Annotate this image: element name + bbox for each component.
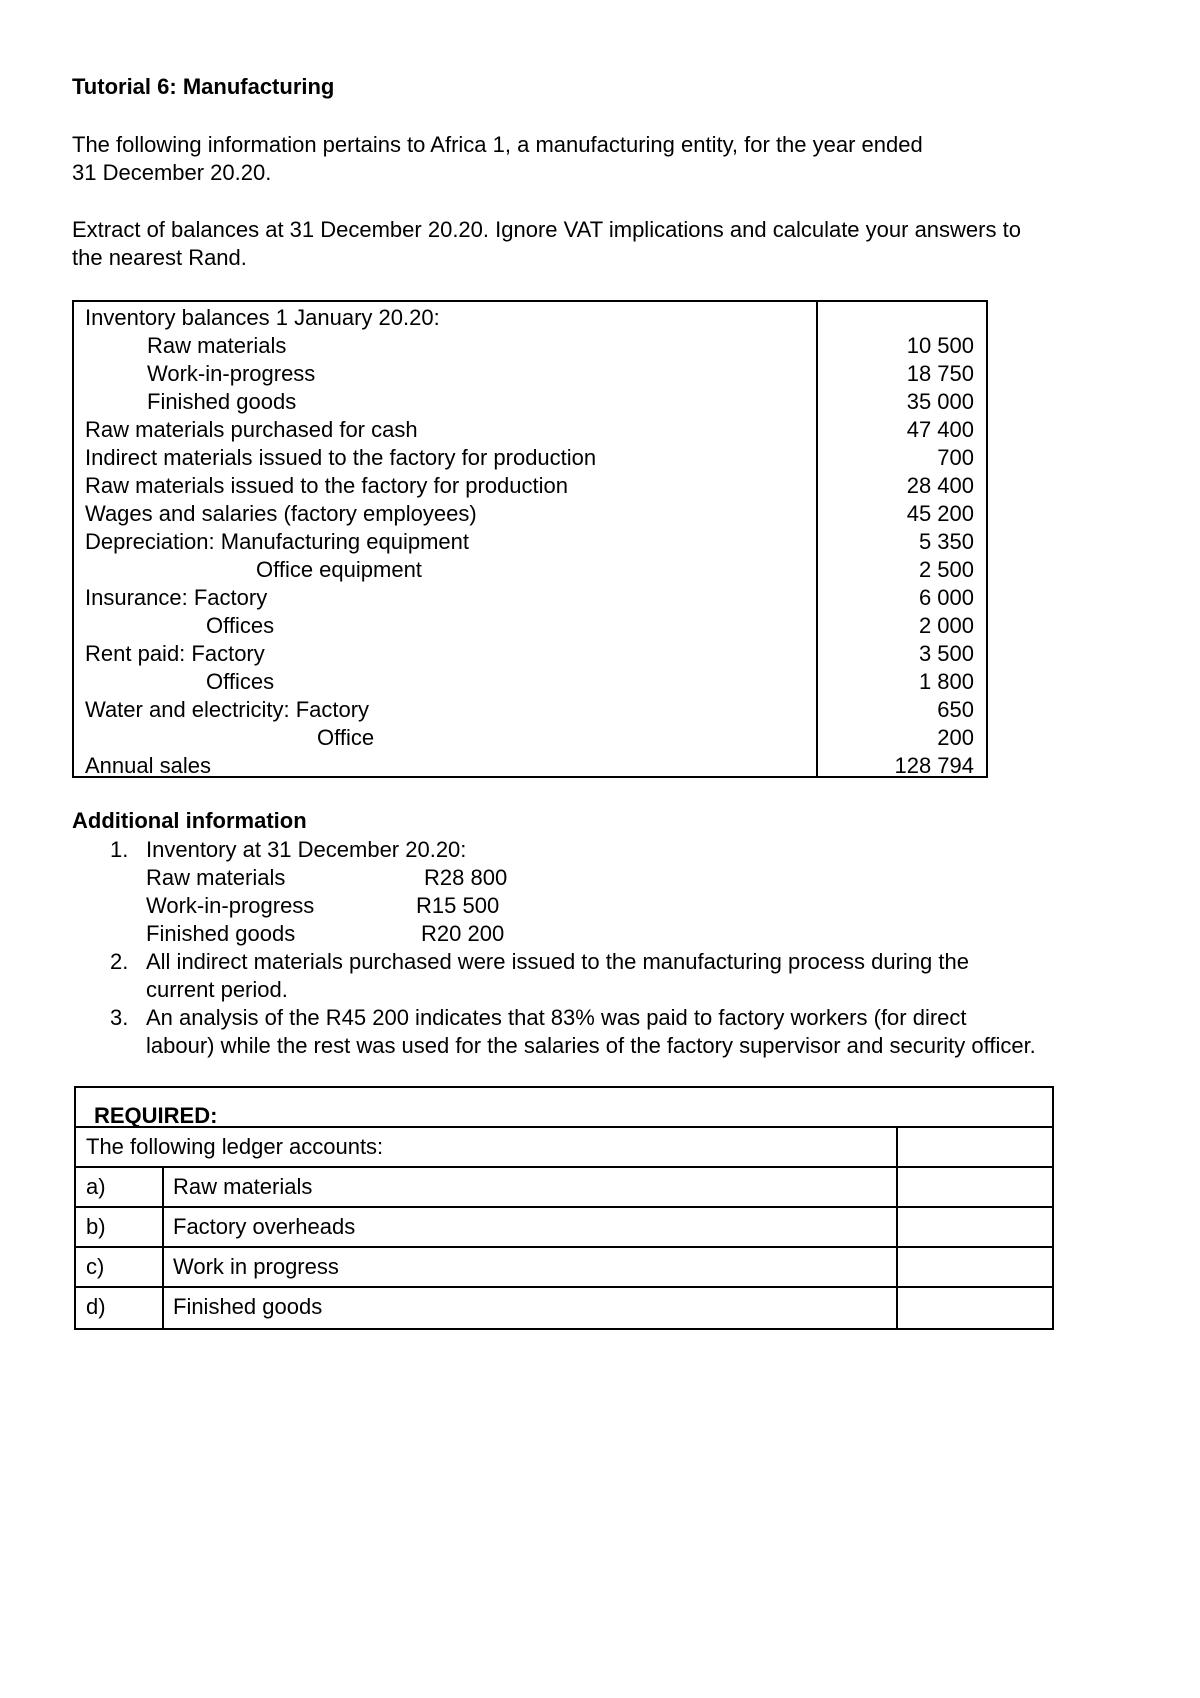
balance-row (74, 416, 986, 444)
intro-line-2: 31 December 20.20. (72, 160, 272, 185)
balance-row (74, 612, 986, 640)
required-subheading: The following ledger accounts: (86, 1134, 384, 1159)
required-item-label: Work in progress (173, 1254, 339, 1279)
balance-value: 28 400 (906, 473, 974, 498)
additional-info-heading: Additional information (72, 808, 307, 833)
page-title: Tutorial 6: Manufacturing (72, 74, 335, 99)
balance-row (74, 500, 986, 528)
inventory-amount: R28 800 (424, 865, 508, 890)
balance-row (74, 332, 986, 360)
inventory-amount: R15 500 (416, 893, 500, 918)
required-item-letter: d) (86, 1294, 106, 1319)
list-text: Inventory at 31 December 20.20: (146, 837, 467, 862)
balance-value: 5 350 (918, 529, 974, 554)
balance-label: Raw materials (147, 333, 287, 358)
balance-label: Water and electricity: Factory (85, 697, 370, 722)
balance-row (74, 388, 986, 416)
balance-value: 650 (937, 697, 974, 722)
required-item-letter: b) (86, 1214, 106, 1239)
list-text (146, 948, 1156, 1004)
intro-paragraph (72, 131, 1152, 187)
intro-line-1: The following information pertains to Africa 1, a manufacturing entity, for the year ended (72, 132, 923, 157)
inventory-line (146, 920, 596, 948)
inventory-label: Raw materials (146, 865, 286, 890)
balance-value: 45 200 (906, 501, 974, 526)
balance-label: Depreciation: Manufacturing equipment (85, 529, 470, 554)
balance-row (74, 528, 986, 556)
balance-row (74, 584, 986, 612)
balance-label: Office (317, 725, 375, 750)
table-rule (162, 1166, 164, 1328)
balance-label: Raw materials issued to the factory for production (85, 473, 569, 498)
required-item-letter: c) (86, 1254, 105, 1279)
balance-row (74, 724, 986, 752)
balance-value: 10 500 (906, 333, 974, 358)
balance-label: Raw materials purchased for cash (85, 417, 418, 442)
balance-row (74, 696, 986, 724)
balance-row (74, 556, 986, 584)
balance-label: Wages and salaries (factory employees) (85, 501, 477, 526)
table-rule (896, 1126, 898, 1328)
balance-row (74, 444, 986, 472)
balance-value: 700 (937, 445, 974, 470)
balance-label: Office equipment (256, 557, 422, 582)
balance-label: Insurance: Factory (85, 585, 268, 610)
inventory-line (146, 864, 596, 892)
balance-value: 1 800 (918, 669, 974, 694)
extract-paragraph (72, 216, 1152, 272)
list-text-line: labour) while the rest was used for the salaries of the factory supervisor and security officer. (146, 1033, 1036, 1058)
balance-label: Annual sales (85, 753, 211, 778)
balances-table (72, 300, 988, 778)
list-text-line: current period. (146, 977, 288, 1002)
balance-value: 200 (937, 725, 974, 750)
balance-row (74, 360, 986, 388)
inventory-amount: R20 200 (421, 921, 505, 946)
balance-label: Offices (206, 613, 275, 638)
balance-value: 18 750 (906, 361, 974, 386)
balance-label: Rent paid: Factory (85, 641, 265, 666)
balance-value: 35 000 (906, 389, 974, 414)
balance-row (74, 304, 986, 332)
required-table (74, 1086, 1054, 1330)
inventory-label: Work-in-progress (146, 893, 315, 918)
balance-value: 128 794 (894, 753, 974, 778)
balance-label: Offices (206, 669, 275, 694)
balance-label: Indirect materials issued to the factory for production (85, 445, 597, 470)
list-text (146, 1004, 1156, 1060)
list-number: 3. (110, 1005, 129, 1030)
required-item-label: Raw materials (173, 1174, 313, 1199)
list-text-line: An analysis of the R45 200 indicates that 83% was paid to factory workers (for direct (146, 1005, 967, 1030)
balance-value: 2 500 (918, 557, 974, 582)
list-text-line: All indirect materials purchased were issued to the manufacturing process during the (146, 949, 969, 974)
list-number: 1. (110, 837, 129, 862)
balance-row (74, 640, 986, 668)
required-item-label: Factory overheads (173, 1214, 356, 1239)
balance-label: Inventory balances 1 January 20.20: (85, 305, 440, 330)
balance-value: 3 500 (918, 641, 974, 666)
extract-line-2: the nearest Rand. (72, 245, 247, 270)
extract-line-1: Extract of balances at 31 December 20.20. Ignore VAT implications and calculate your answers to (72, 217, 1021, 242)
balance-row (74, 752, 986, 780)
balance-row (74, 472, 986, 500)
inventory-label: Finished goods (146, 921, 296, 946)
list-number: 2. (110, 949, 129, 974)
required-heading: REQUIRED: (94, 1103, 218, 1128)
balance-value: 47 400 (906, 417, 974, 442)
balance-label: Finished goods (147, 389, 297, 414)
balance-value: 6 000 (918, 585, 974, 610)
inventory-line (146, 892, 596, 920)
balance-value: 2 000 (918, 613, 974, 638)
required-item-label: Finished goods (173, 1294, 323, 1319)
balance-label: Work-in-progress (147, 361, 316, 386)
balance-row (74, 668, 986, 696)
required-item-letter: a) (86, 1174, 106, 1199)
